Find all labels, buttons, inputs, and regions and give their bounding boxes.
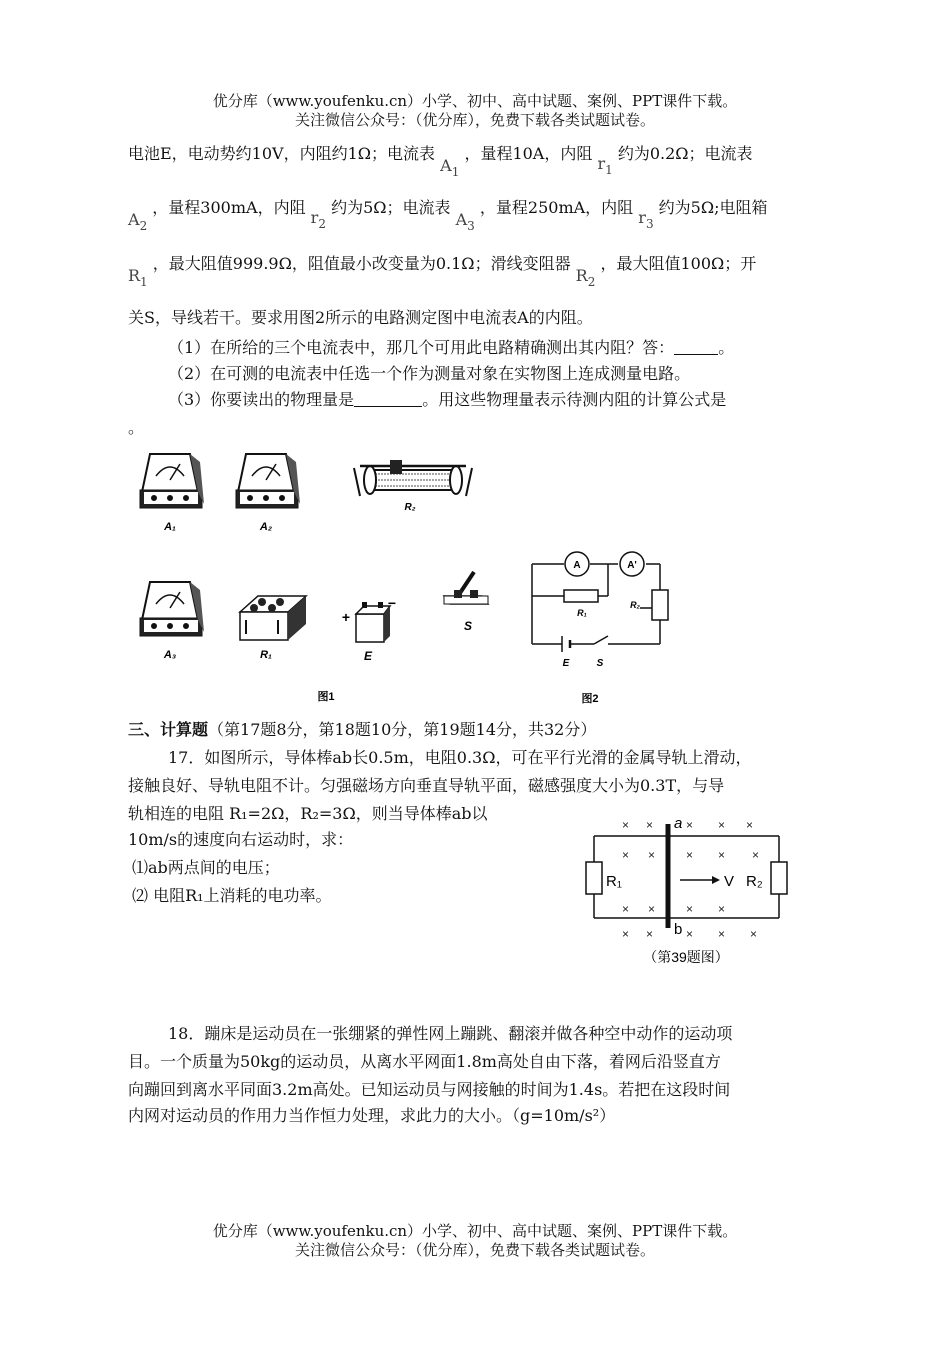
label-a3: A₃ <box>163 649 177 661</box>
field-x: × <box>686 848 694 862</box>
label-r2: R₂ <box>404 502 416 513</box>
field-x: × <box>746 818 754 832</box>
p18-line-1: 18．蹦床是运动员在一张绷紧的弹性网上蹦跳、翻滚并做各种空中动作的运动项 <box>168 1024 733 1043</box>
p16-line-4: 关S，导线若干。要求用图2所示的电路测定图中电流表A的内阻。 <box>128 308 593 327</box>
label-a1: A₁ <box>164 521 176 533</box>
label-s: S <box>463 619 473 633</box>
ammeter-a2-image <box>236 454 300 508</box>
label-a2: A₂ <box>259 521 273 533</box>
section-3-heading: 三、计算题（第17题8分，第18题10分，第19题14分，共32分） <box>128 720 597 739</box>
footer-line-2: 关注微信公众号：（优分库），免费下载各类试题试卷。 <box>294 1241 655 1259</box>
label-r1: R₁ <box>260 649 272 661</box>
field-x: × <box>718 902 726 916</box>
header-line-2: 关注微信公众号：（优分库），免费下载各类试题试卷。 <box>294 111 655 129</box>
footer-line-1: 优分库（www.youfenku.cn）小学、初中、高中试题、案例、PPT课件下载。 <box>212 1222 738 1240</box>
resistance-box-r1-image <box>240 596 306 640</box>
p16-question-3-end: 。 <box>128 418 145 437</box>
point-b-label: b <box>674 921 683 938</box>
symbol-A1: $A_1$ <box>440 156 460 179</box>
field-x: × <box>648 902 656 916</box>
field-x: × <box>646 927 654 941</box>
answer-blank-1[interactable] <box>674 338 718 355</box>
rail-r2-label: R₂ <box>746 873 763 890</box>
circuit-r1-label: R₁ <box>577 608 587 618</box>
p17-line-2: 接触良好、导轨电阻不计。匀强磁场方向垂直导轨平面，磁感强度大小为0.3T，与导 <box>128 776 725 795</box>
field-x: × <box>686 902 694 916</box>
p17-question-2: ⑵ 电阻R₁上消耗的电功率。 <box>132 886 332 905</box>
field-x: × <box>622 848 630 862</box>
label-e: E <box>363 649 373 663</box>
answer-blank-3[interactable] <box>354 390 422 407</box>
p18-line-4: 内网对运动员的作用力当作恒力处理，求此力的大小。（g=10m/s²） <box>128 1106 616 1125</box>
point-a-label: a <box>674 815 683 832</box>
p16-line-3: $R_1$ ，最大阻值999.9Ω，阻值最小改变量为0.1Ω；滑线变阻器 $R_2$ ，最大阻值100Ω；开 <box>128 254 757 289</box>
circuit-aprime-label: A' <box>627 560 637 571</box>
rheostat-r2-image <box>354 460 472 496</box>
field-x: × <box>622 927 630 941</box>
p16-question-3: （3）你要读出的物理量是 。用这些物理量表示待测内阻的计算公式是 <box>168 390 727 409</box>
circuit-rheostat-r2 <box>652 590 668 620</box>
symbol-r1: $r_1$ <box>597 154 613 177</box>
p16-question-2: （2）在可测的电流表中任选一个作为测量对象在实物图上连成测量电路。 <box>168 364 691 383</box>
fig1-caption: 图1 <box>317 691 335 703</box>
circuit-e-label: E <box>562 658 570 669</box>
circuit-a-label: A <box>573 560 581 571</box>
p17-line-4: 10m/s的速度向右运动时，求： <box>128 830 354 849</box>
field-x: × <box>646 818 654 832</box>
field-x: × <box>718 818 726 832</box>
symbol-R2: $R_2$ <box>575 266 596 289</box>
p18-line-3: 向蹦回到离水平同面3.2m高处。已知运动员与网接触的时间为1.4s。若把在这段时间 <box>128 1080 731 1099</box>
field-x: × <box>718 927 726 941</box>
symbol-A2: $A_2$ <box>128 210 148 233</box>
velocity-arrowhead <box>712 876 720 884</box>
rail-figure-caption: （第39题图） <box>643 949 729 965</box>
rail-resistor-r2 <box>771 862 787 894</box>
p16-line-2: $A_2$ ，量程300mA，内阻 $r_2$ 约为5Ω；电流表 $A_3$ ，量程250mA，内阻 $r_3$ 约为5Ω;电阻箱 <box>128 198 768 233</box>
page-header <box>0 92 950 130</box>
symbol-A3: $A_3$ <box>455 210 475 233</box>
symbol-R1: $R_1$ <box>128 266 148 289</box>
battery-e-image <box>356 602 390 642</box>
p16-question-1: （1）在所给的三个电流表中，那几个可用此电路精确测出其内阻？答： 。 <box>168 338 735 357</box>
field-x: × <box>686 927 694 941</box>
rail-r1-label: R₁ <box>606 873 622 890</box>
circuit-diagram <box>532 564 660 644</box>
circuit-resistor-r1 <box>564 590 598 602</box>
p18-line-2: 目。一个质量为50kg的运动员，从离水平网面1.8m高处自由下落，着网后沿竖直方 <box>128 1052 721 1071</box>
ammeter-a1-image <box>140 454 204 508</box>
field-x: × <box>622 818 630 832</box>
field-x: × <box>686 818 694 832</box>
field-x: × <box>750 927 758 941</box>
battery-minus: − <box>387 595 397 611</box>
apparatus-figures <box>128 446 688 708</box>
field-x: × <box>622 902 630 916</box>
rail-figure <box>574 814 804 970</box>
velocity-label: V <box>724 873 735 890</box>
p17-question-1: ⑴ab两点间的电压； <box>132 858 280 877</box>
battery-plus: + <box>341 609 351 625</box>
p17-line-3: 轨相连的电阻 R₁=2Ω，R₂=3Ω，则当导体棒ab以 <box>128 804 488 823</box>
p17-line-1: 17．如图所示，导体棒ab长0.5m，电阻0.3Ω，可在平行光滑的金属导轨上滑动， <box>168 748 752 767</box>
field-x: × <box>648 848 656 862</box>
p16-line-1: 电池E，电动势约10V，内阻约1Ω；电流表 $A_1$ ，量程10A，内阻 $r_1$ 约为0.2Ω；电流表 <box>128 144 753 179</box>
circuit-r2-label: R₂ <box>630 600 640 610</box>
ammeter-a3-image <box>140 582 204 636</box>
header-line-1: 优分库（www.youfenku.cn）小学、初中、高中试题、案例、PPT课件下载。 <box>212 92 738 110</box>
field-x: × <box>718 848 726 862</box>
switch-s-image <box>444 572 488 604</box>
page-footer <box>0 1222 950 1260</box>
symbol-r3: $r_3$ <box>638 208 654 231</box>
fig2-caption: 图2 <box>581 693 599 705</box>
symbol-r2: $r_2$ <box>310 208 326 231</box>
rail-resistor-r1 <box>586 862 602 894</box>
field-x: × <box>752 848 760 862</box>
circuit-s-label: S <box>596 658 604 669</box>
